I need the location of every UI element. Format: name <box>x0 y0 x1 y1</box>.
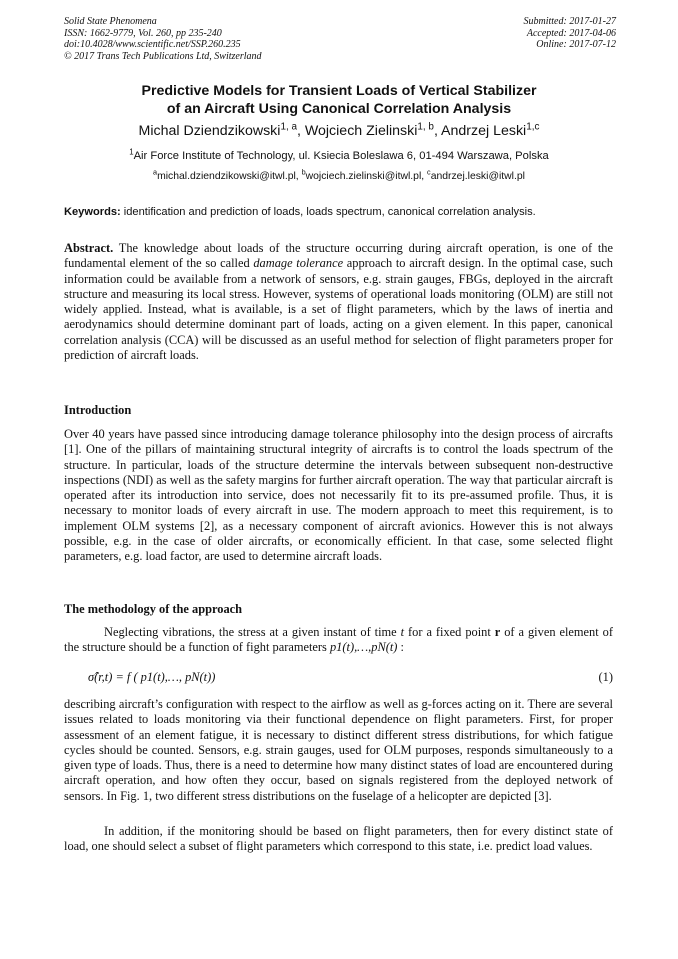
email-b: wojciech.zielinski@itwl.pl, <box>305 171 428 182</box>
affiliation-text: Air Force Institute of Technology, ul. Ksiecia Boleslawa 6, 01-494 Warszawa, Polska <box>133 150 549 162</box>
journal-name: Solid State Phenomena <box>64 16 157 27</box>
issn: ISSN: 1662-9779, Vol. 260, pp 235-240 <box>64 27 222 39</box>
email-list <box>30 167 648 182</box>
methodology-p1-text-b: for a fixed point <box>404 625 495 639</box>
author-2-affil: 1, b <box>417 121 434 133</box>
var-t: t <box>400 625 405 639</box>
abstract-label: Abstract. <box>64 241 114 255</box>
author-list <box>30 123 648 139</box>
email-b-marker: b <box>301 167 306 177</box>
paper-title <box>40 82 638 118</box>
accepted-date: Accepted: 2017-04-06 <box>526 27 616 39</box>
abstract-text-2: approach to aircraft design. In the optimal case, such information could be available from a network of sensors, e.g. strain gauges, FBGs, deployed in the aircraft structure and measuring its local stress. However, systems of operational loads monitoring (OLM) are still not widely applied. Instead, what is available, is a set of flight parameters, which by the laws of inertia and aerodynamics should determine dominant part of loads, acting on a given element. In this paper, canonical correlation analysis (CCA) will be discussed as an useful method for selection of flight parameters proper for prediction of aircraft loads. <box>64 256 613 363</box>
abstract-text-1: The knowledge about loads of the structure occurring during aircraft operation, is one of the fundamental element of the so called <box>64 241 613 271</box>
doi: doi:10.4028/www.scientific.net/SSP.260.235 <box>64 39 241 50</box>
author-3-affil: 1,c <box>526 121 540 133</box>
equation-1: σ̂(r,t) = f ( p1(t),…, pN(t)) <box>88 670 216 684</box>
flight-params: p1(t),…,pN(t) <box>329 640 398 655</box>
author-1: Michal Dziendzikowski <box>138 123 281 139</box>
author-2: , Wojciech Zielinski <box>297 123 418 139</box>
introduction-text: Over 40 years have passed since introducing damage tolerance philosophy into the design process of aircrafts [1]. One of the pillars of maintaining structural integrity of aircrafts is to control the loads spectrum of the structure. In particular, loads of the structure determine the intervals between subsequent non-destructive inspections (NDI) as well as the safety margins for further aircraft operation. The way that particular aircraft is operated after its introduction into service, does not necessarily fit to its pre-assumed profile. Thus, it is necessary to monitor loads of every aircraft in use. The modern approach to meet this requirement, is to implement OLM systems [2], as a necessary component of aircraft avionics. However this is not always possible, e.g. in the case of older aircrafts, or economically efficient. In that case, some selected flight parameters, e.g. load factor, are used to determine aircraft loads. <box>64 427 613 564</box>
header-left <box>64 16 262 62</box>
var-r: r <box>494 625 501 639</box>
methodology-paragraph-2: describing aircraft’s configuration with respect to the airflow as well as g-forces acting on it. There are several issues related to loads monitoring via their functional dependence on flight parameters. First, for proper assessment of an element fatigue, it is necessary to distinct different stress distributions, for which fatigue cycles should be counted. Sensors, e.g. strain gauges, used for OLM purposes, responds simultaneously to a given type of loads. Thus, there is a need to determine how many distinct states of load are encountered during aircraft operation, and how often they occur, based on signals registered from the deployed network of sensors. In Fig. 1, two different stress distributions on the fuselage of a helicopter are depicted [3]. <box>64 697 613 803</box>
title-line-2: of an Aircraft Using Canonical Correlation Analysis <box>166 101 512 117</box>
methodology-p1-text-c: of a given element of the structure should be a function of fight parameters <box>64 625 613 655</box>
keywords-text: identification and prediction of loads, loads spectrum, canonical correlation analysis. <box>120 206 536 218</box>
affiliation-marker: 1 <box>129 147 134 157</box>
equation-number: (1) <box>598 670 613 684</box>
submitted-date: Submitted: 2017-01-27 <box>523 16 616 27</box>
methodology-paragraph-1 <box>64 625 613 656</box>
copyright: © 2017 Trans Tech Publications Ltd, Switzerland <box>64 50 262 62</box>
title-line-1: Predictive Models for Transient Loads of Vertical Stabilizer <box>141 83 537 99</box>
email-a-marker: a <box>153 167 158 177</box>
methodology-heading: The methodology of the approach <box>64 602 243 616</box>
header-right <box>524 16 617 51</box>
email-a: michal.dziendzikowski@itwl.pl, <box>157 171 302 182</box>
methodology-paragraph-3: In addition, if the monitoring should be based on flight parameters, then for every distinct state of load, one should select a subset of flight parameters which correspond to this state, i.e. predict load values. <box>64 824 613 854</box>
email-c: andrzej.leski@itwl.pl <box>430 171 525 182</box>
affiliation <box>30 147 648 162</box>
keywords-label: Keywords: <box>64 206 121 218</box>
introduction-heading: Introduction <box>64 403 132 417</box>
email-c-marker: c <box>427 167 431 177</box>
keywords <box>64 206 616 218</box>
author-1-affil: 1, a <box>280 121 297 133</box>
methodology-p1-text-a: Neglecting vibrations, the stress at a given instant of time <box>104 625 401 639</box>
abstract <box>64 241 613 363</box>
methodology-p1-text-d: : <box>397 640 404 655</box>
online-date: Online: 2017-07-12 <box>536 39 616 50</box>
abstract-emphasis: damage tolerance <box>253 256 344 271</box>
author-3: , Andrzej Leski <box>433 123 527 139</box>
